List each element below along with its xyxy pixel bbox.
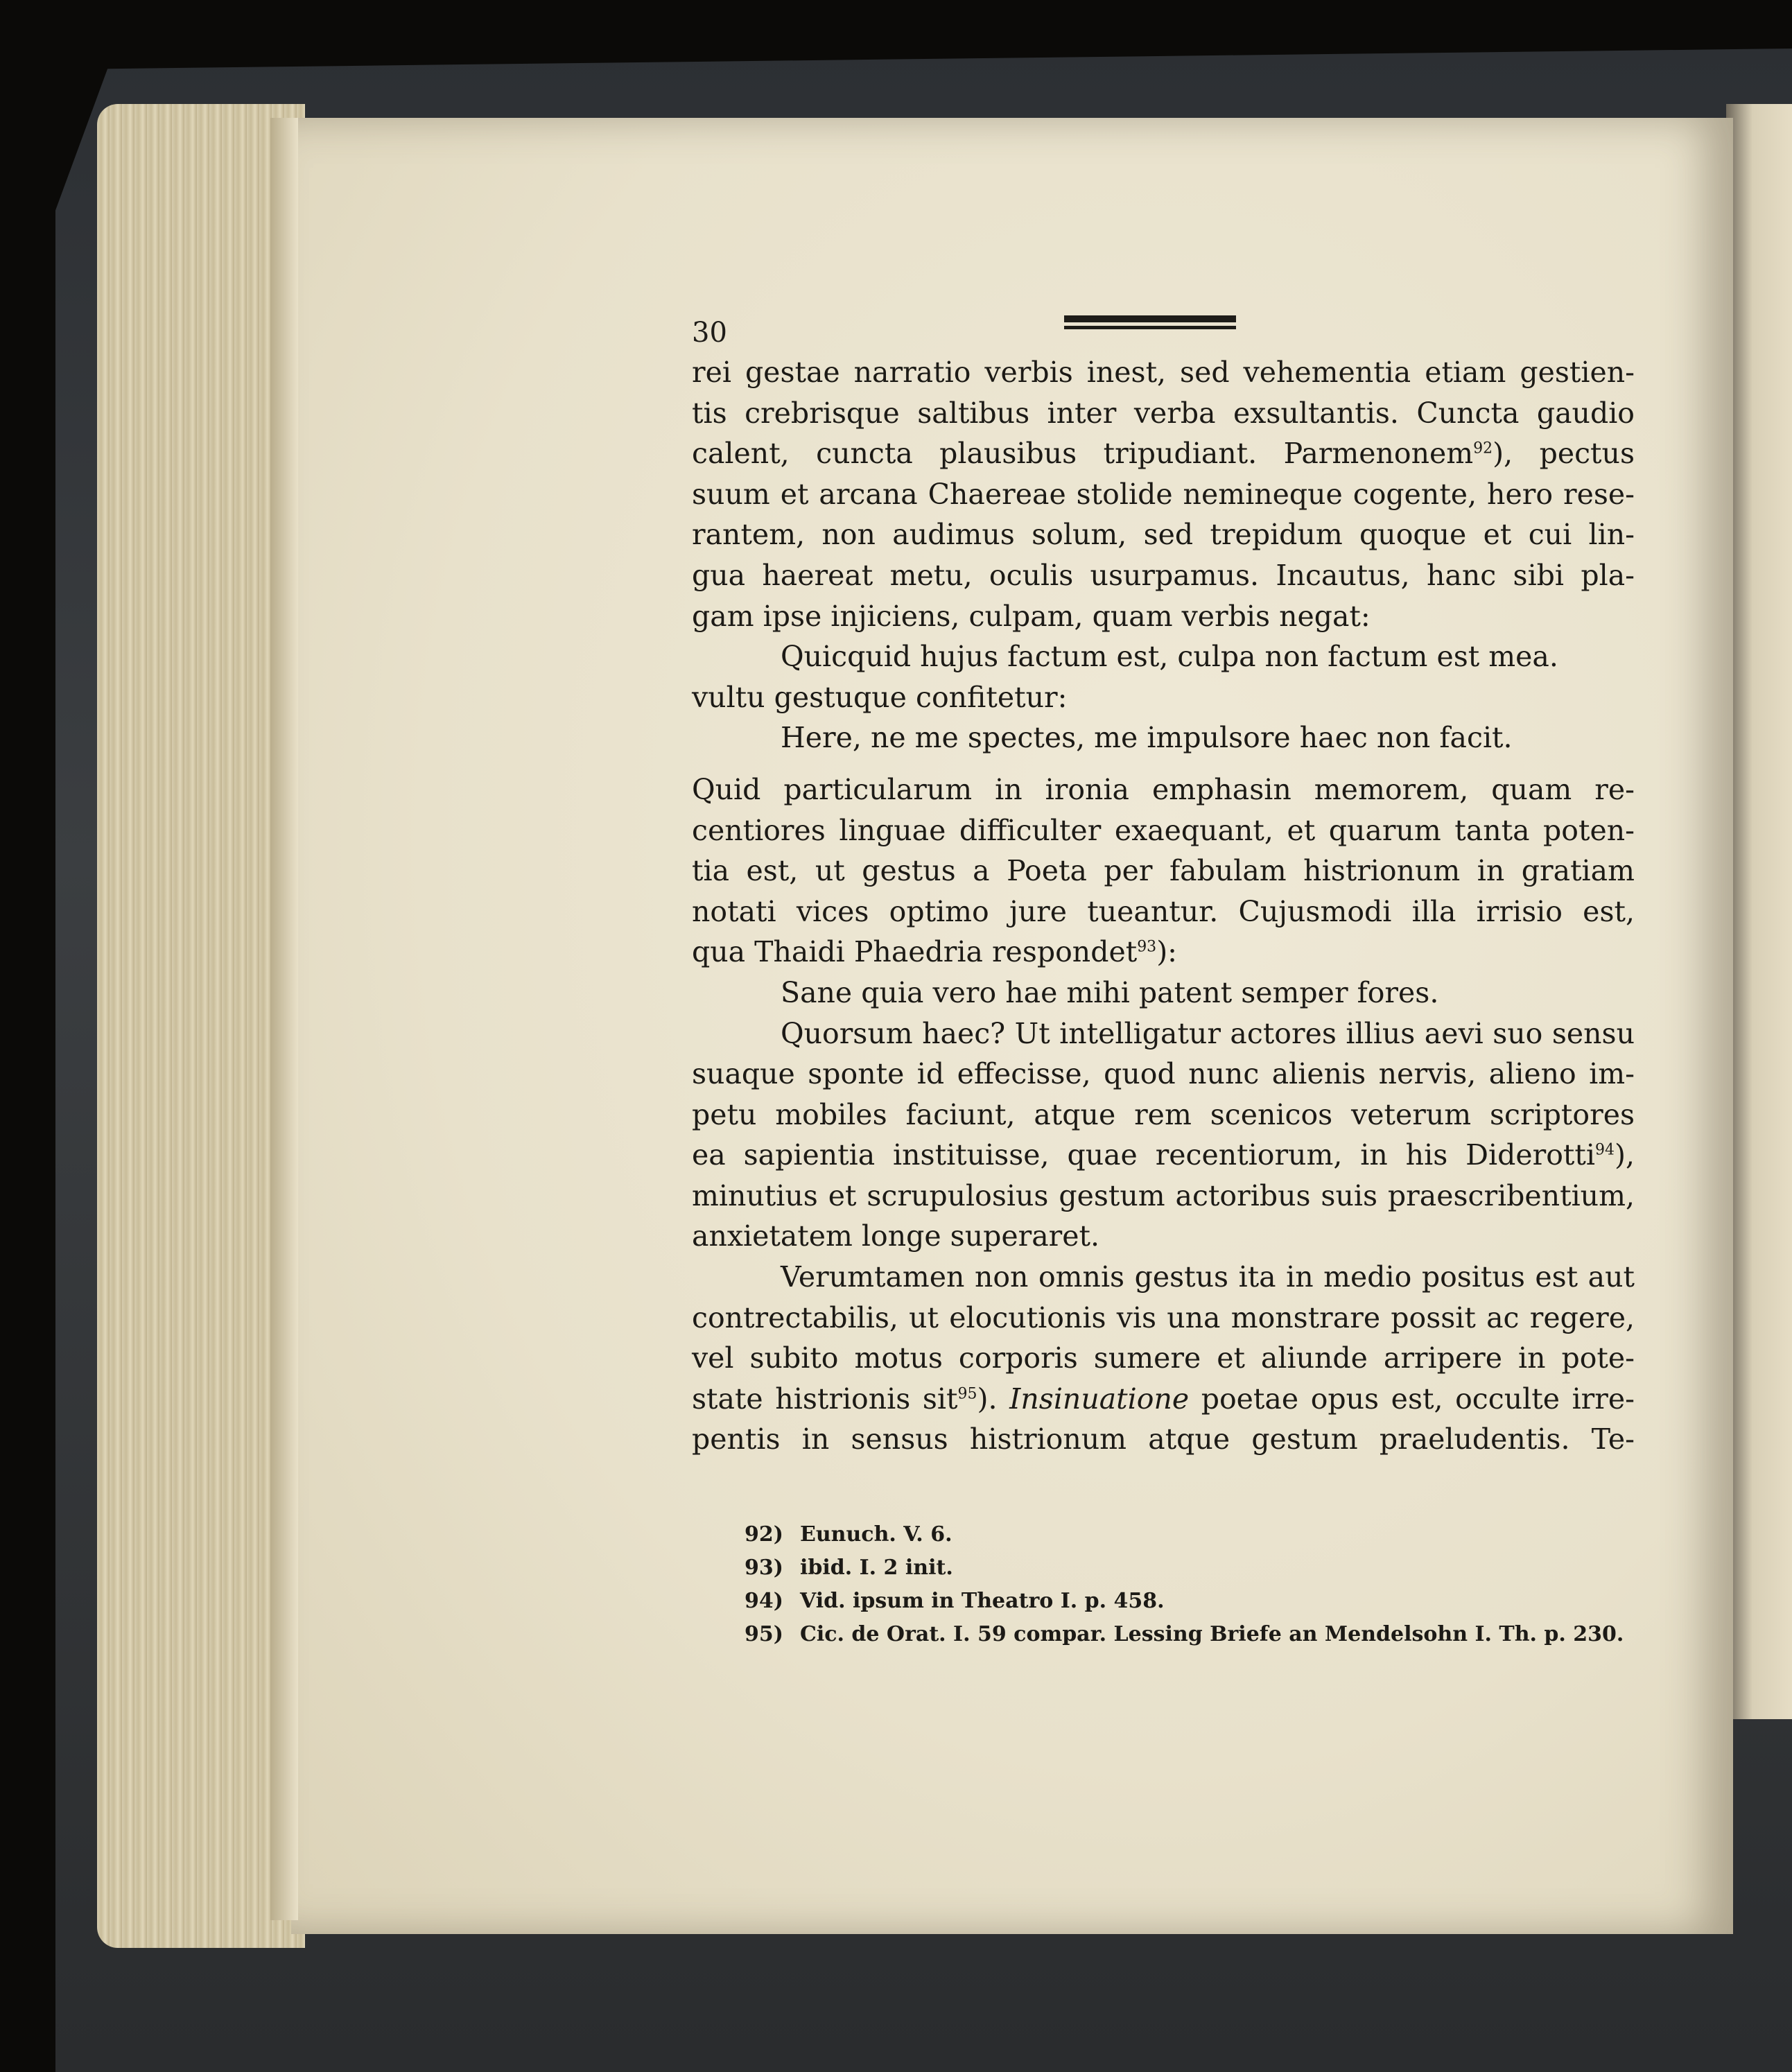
text-line: ea sapientia instituisse, quae recentiorum, in his Diderotti$^{94}$), <box>692 1138 1635 1172</box>
text-line: suum et arcana Chaereae stolide nemineque cogente, hero rese- <box>692 477 1635 511</box>
text-line: qua Thaidi Phaedria respondet$^{93}$): <box>692 935 1177 969</box>
page-number: 30 <box>692 317 727 349</box>
gutter-shadow <box>270 118 298 1920</box>
text-line: rei gestae narratio verbis inest, sed vehementia etiam gestien- <box>692 356 1635 389</box>
text-line: tia est, ut gestus a Poeta per fabulam histrionum in gratiam <box>692 854 1635 888</box>
footnotes <box>745 1518 1632 1651</box>
footnote-ref: 93 <box>1137 938 1157 956</box>
text-line: pentis in sensus histrionum atque gestum praeludentis. Te- <box>692 1422 1635 1456</box>
footnote-ref: 95 <box>957 1385 977 1403</box>
text-line: state histrionis sit$^{95}$). Insinuatione poetae opus est, occulte irre- <box>692 1382 1635 1416</box>
facing-page-edge <box>1726 104 1792 1719</box>
text-line: vel subito motus corporis sumere et aliunde arripere in pote- <box>692 1341 1635 1375</box>
footnote-ref: 94 <box>1594 1141 1615 1159</box>
footnote: 92) Eunuch. V. 6. <box>745 1522 952 1547</box>
text-line: tis crebrisque saltibus inter verba exsultantis. Cuncta gaudio <box>692 396 1635 430</box>
text-line: Sane quia vero hae mihi patent semper fores. <box>781 975 1439 1009</box>
text-line: minutius et scrupulosius gestum actoribus suis praescribentium, <box>692 1178 1635 1212</box>
footnote: 93) ibid. I. 2 init. <box>745 1556 953 1580</box>
text-line: Quid particularum in ironia emphasin memorem, quam re- <box>692 772 1635 806</box>
text-line: rantem, non audimus solum, sed trepidum quoque et cui lin- <box>692 518 1635 552</box>
header-rule <box>1064 315 1236 329</box>
footnote: 95) Cic. de Orat. I. 59 compar. Lessing Briefe an Mendelsohn I. Th. p. 230. <box>745 1622 1624 1646</box>
text-line: centiores linguae difficulter exaequant, et quarum tanta poten- <box>692 813 1635 847</box>
text-line: Quicquid hujus factum est, culpa non factum est mea. <box>781 640 1558 674</box>
text-line: Verumtamen non omnis gestus ita in medio positus est aut <box>781 1260 1635 1294</box>
text-line: Here, ne me spectes, me impulsore haec non facit. <box>781 721 1513 755</box>
text-line: petu mobiles faciunt, atque rem scenicos veterum scriptores <box>692 1097 1635 1131</box>
text-line: gam ipse injiciens, culpam, quam verbis negat: <box>692 599 1371 633</box>
text-line: notati vices optimo jure tueantur. Cujusmodi illa irrisio est, <box>692 894 1635 928</box>
text-line: suaque sponte id effecisse, quod nunc alienis nervis, alieno im- <box>692 1057 1635 1091</box>
text-line: vultu gestuque confitetur: <box>692 680 1068 714</box>
text-line: anxietatem longe superaret. <box>692 1219 1100 1253</box>
text-line: contrectabilis, ut elocutionis vis una monstrare possit ac regere, <box>692 1300 1635 1334</box>
text-line: calent, cuncta plausibus tripudiant. Parmenonem$^{92}$), pectus <box>692 437 1635 471</box>
footnote-ref: 92 <box>1473 439 1493 458</box>
footnote: 94) Vid. ipsum in Theatro I. p. 458. <box>745 1589 1165 1613</box>
text-line: gua haereat metu, oculis usurpamus. Incautus, hanc sibi pla- <box>692 558 1635 592</box>
body-text <box>692 352 1635 1460</box>
text-line: Quorsum haec? Ut intelligatur actores illius aevi suo sensu <box>781 1016 1635 1050</box>
